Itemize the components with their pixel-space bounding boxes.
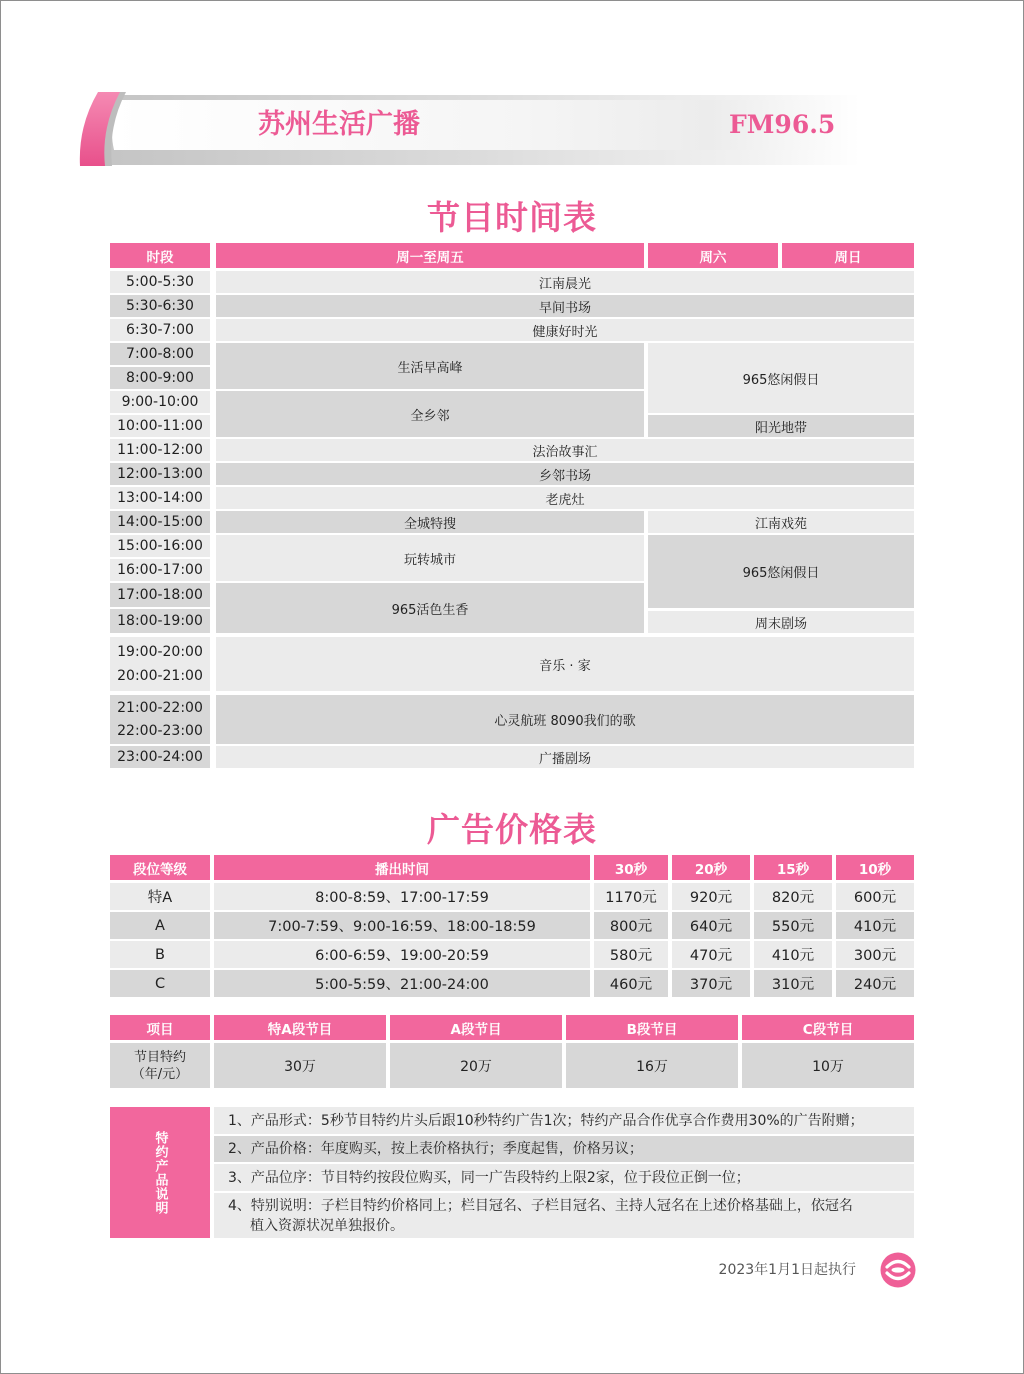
time-slot: 23:00-24:00 [110, 746, 210, 768]
time-slot-group [110, 637, 210, 691]
time-slot: 20:00-21:00 [117, 668, 203, 684]
price-30s: 1170元 [594, 883, 668, 910]
time-slot: 5:30-6:30 [110, 295, 210, 317]
price-level: C [110, 970, 210, 997]
sponsor-header-c: C段节目 [742, 1015, 914, 1040]
sponsor-price-special-a: 30万 [214, 1043, 386, 1088]
time-slot: 5:00-5:30 [110, 271, 210, 293]
sponsor-row-label [110, 1043, 210, 1088]
price-20s: 640元 [672, 912, 750, 939]
price-airtime: 7:00-7:59、9:00-16:59、18:00-18:59 [214, 912, 590, 939]
time-slot-group [110, 695, 210, 744]
time-slot: 17:00-18:00 [110, 583, 210, 607]
time-slot: 12:00-13:00 [110, 463, 210, 485]
note-item [214, 1136, 914, 1162]
time-slot: 16:00-17:00 [110, 559, 210, 581]
price-30s: 800元 [594, 912, 668, 939]
schedule-header-sunday: 周日 [782, 243, 914, 268]
price-15s: 310元 [754, 970, 832, 997]
price-airtime: 6:00-6:59、19:00-20:59 [214, 941, 590, 968]
price-20s: 370元 [672, 970, 750, 997]
price-header-15s: 15秒 [754, 855, 832, 880]
time-slot: 14:00-15:00 [110, 511, 210, 533]
note-item [214, 1193, 914, 1238]
effective-date: 2023年1月1日起执行 [718, 1262, 856, 1278]
notes-label: 特约产品说明 [152, 1130, 168, 1215]
program-cell: 全乡邻 [216, 391, 644, 437]
program-cell: 965活色生香 [216, 583, 644, 633]
price-level: 特A [110, 883, 210, 910]
program-cell: 周末剧场 [648, 611, 914, 633]
price-10s: 300元 [836, 941, 914, 968]
sponsor-row-label-line: 节目特约 [133, 1049, 186, 1065]
program-cell: 老虎灶 [216, 487, 914, 509]
note-text-continuation: 植入资源状况单独报价。 [250, 1217, 404, 1234]
note-text: 4、特别说明：子栏目特约价格同上；栏目冠名、子栏目冠名、主持人冠名在上述价格基础上，依冠名 [228, 1197, 853, 1214]
time-slot: 10:00-11:00 [110, 415, 210, 437]
note-item [214, 1164, 914, 1191]
schedule-header-weekdays: 周一至周五 [216, 243, 644, 268]
program-cell: 心灵航班 8090我们的歌 [216, 695, 914, 744]
time-slot: 6:30-7:00 [110, 319, 210, 341]
price-20s: 470元 [672, 941, 750, 968]
price-10s: 410元 [836, 912, 914, 939]
price-15s: 410元 [754, 941, 832, 968]
time-slot: 18:00-19:00 [110, 609, 210, 633]
program-cell: 早间书场 [216, 295, 914, 317]
price-15s: 820元 [754, 883, 832, 910]
price-airtime: 8:00-8:59、17:00-17:59 [214, 883, 590, 910]
schedule-header-saturday: 周六 [648, 243, 778, 268]
price-20s: 920元 [672, 883, 750, 910]
time-slot: 22:00-23:00 [117, 722, 203, 739]
program-cell: 阳光地带 [648, 415, 914, 437]
program-cell: 全城特搜 [216, 511, 644, 533]
time-slot: 11:00-12:00 [110, 439, 210, 461]
program-cell: 音乐 · 家 [216, 637, 914, 691]
price-level: A [110, 912, 210, 939]
price-level: B [110, 941, 210, 968]
note-item [214, 1107, 914, 1134]
sponsor-header-a: A段节目 [390, 1015, 562, 1040]
note-text: 1、产品形式：5秒节目特约片头后跟10秒特约广告1次；特约产品合作优享合作费用30%的广告附赠； [228, 1112, 864, 1129]
program-cell: 广播剧场 [216, 746, 914, 768]
header-banner [0, 86, 1024, 176]
price-airtime: 5:00-5:59、21:00-24:00 [214, 970, 590, 997]
notes-label-block [110, 1107, 210, 1238]
price-header-20s: 20秒 [672, 855, 750, 880]
program-cell: 玩转城市 [216, 535, 644, 581]
time-slot: 21:00-22:00 [117, 699, 203, 716]
time-slot: 7:00-8:00 [110, 343, 210, 365]
price-30s: 580元 [594, 941, 668, 968]
program-cell: 965悠闲假日 [648, 535, 914, 608]
price-30s: 460元 [594, 970, 668, 997]
price-10s: 240元 [836, 970, 914, 997]
price-15s: 550元 [754, 912, 832, 939]
sponsor-price-c: 10万 [742, 1043, 914, 1088]
program-cell: 965悠闲假日 [648, 343, 914, 413]
price-10s: 600元 [836, 883, 914, 910]
station-name: 苏州生活广播 [258, 109, 420, 140]
sponsor-row-label-line: （年/元） [131, 1066, 189, 1082]
sponsor-header-special-a: 特A段节目 [214, 1015, 386, 1040]
note-text: 3、产品位序：节目特约按段位购买，同一广告段特约上限2家，位于段位正倒一位； [228, 1169, 750, 1186]
time-slot: 19:00-20:00 [117, 644, 203, 660]
program-cell: 江南戏苑 [648, 511, 914, 533]
sponsor-price-b: 16万 [566, 1043, 738, 1088]
time-slot: 13:00-14:00 [110, 487, 210, 509]
sponsor-price-a: 20万 [390, 1043, 562, 1088]
price-header-10s: 10秒 [836, 855, 914, 880]
sponsor-header-item: 项目 [110, 1015, 210, 1040]
program-cell: 健康好时光 [216, 319, 914, 341]
price-header-30s: 30秒 [594, 855, 668, 880]
ad-price-title: 广告价格表 [427, 810, 597, 849]
sponsor-header-b: B段节目 [566, 1015, 738, 1040]
program-cell: 江南晨光 [216, 271, 914, 293]
schedule-header-time: 时段 [110, 243, 210, 268]
time-slot: 8:00-9:00 [110, 367, 210, 389]
note-text: 2、产品价格：年度购买，按上表价格执行；季度起售，价格另议； [228, 1141, 643, 1157]
price-header-airtime: 播出时间 [214, 855, 590, 880]
program-cell: 法治故事汇 [216, 439, 914, 461]
time-slot: 9:00-10:00 [110, 391, 210, 413]
schedule-title: 节目时间表 [427, 198, 597, 237]
time-slot: 15:00-16:00 [110, 535, 210, 557]
program-cell: 乡邻书场 [216, 463, 914, 485]
price-header-level: 段位等级 [110, 855, 210, 880]
station-frequency: FM96.5 [729, 110, 836, 139]
program-cell: 生活早高峰 [216, 343, 644, 389]
station-logo-icon [880, 1252, 916, 1288]
